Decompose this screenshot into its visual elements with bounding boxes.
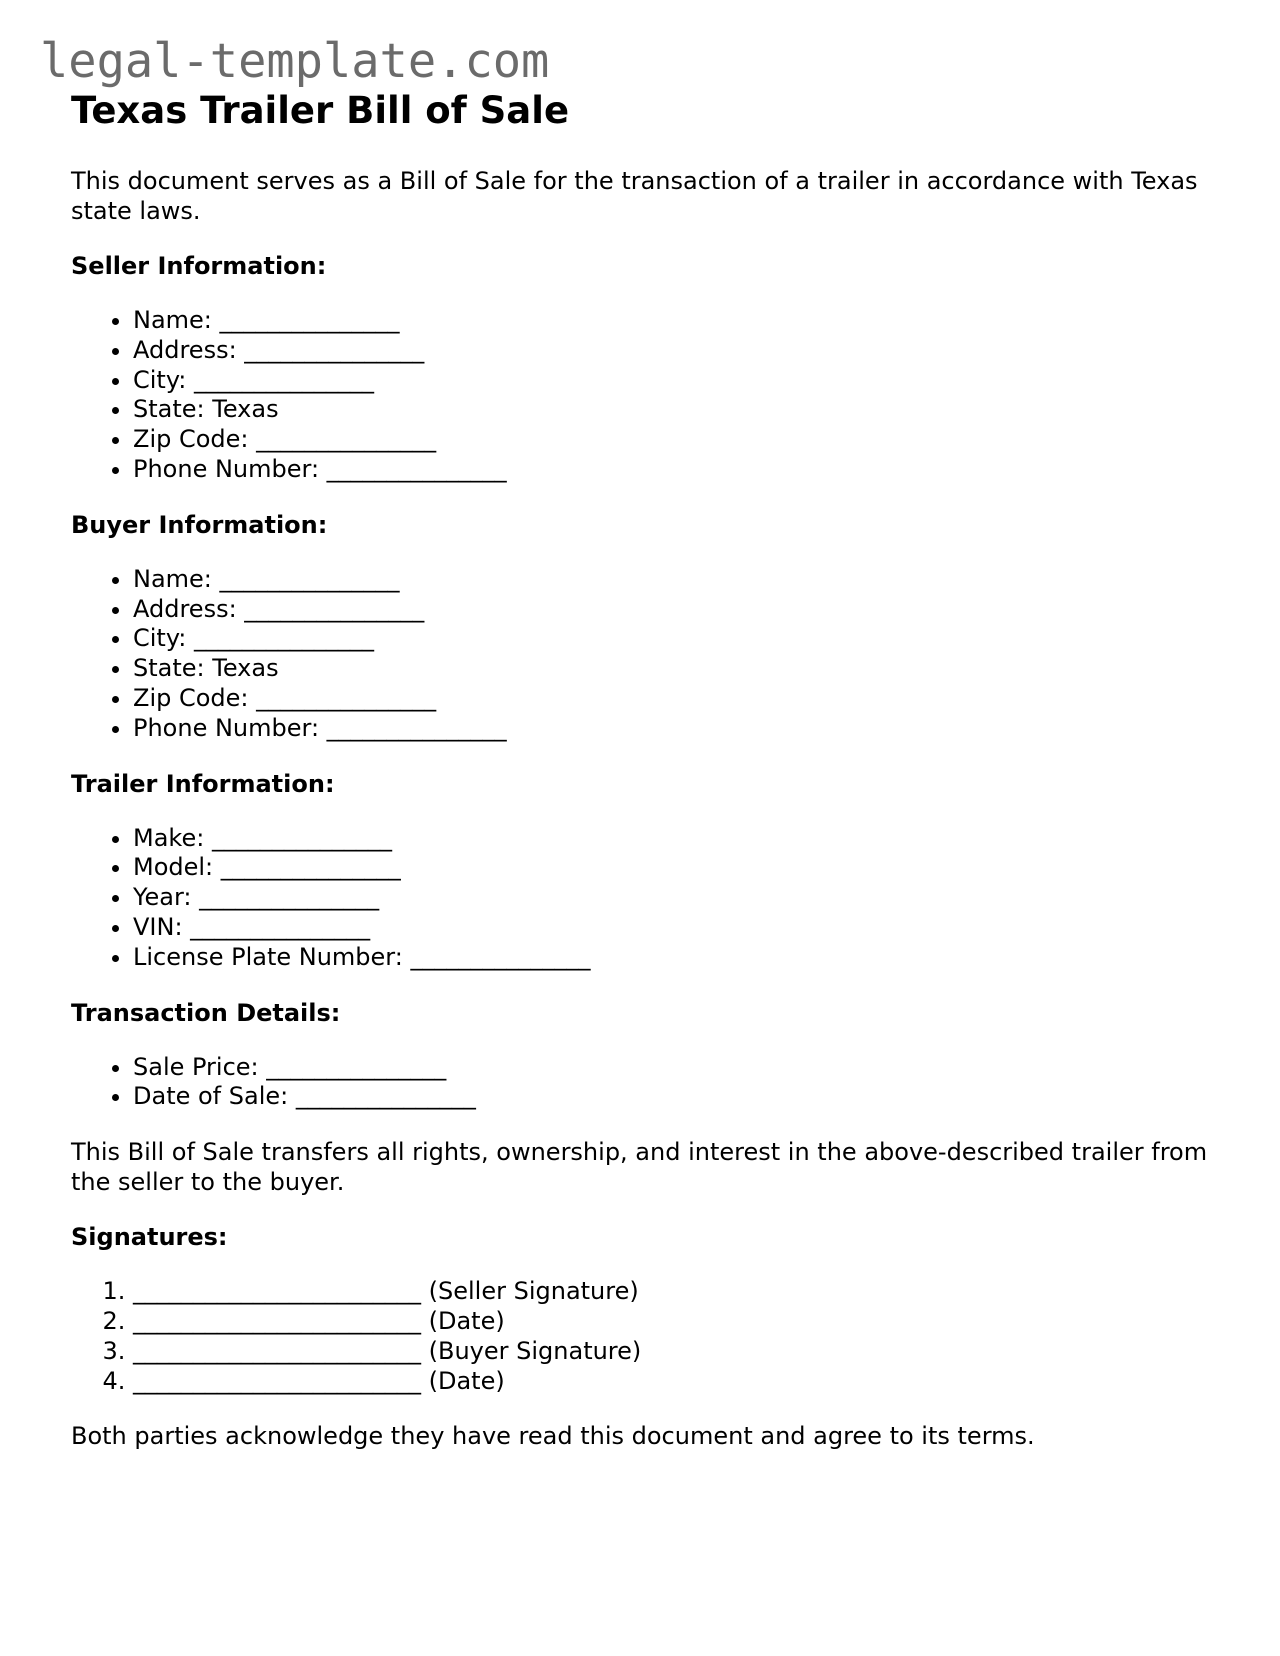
- seller-state-field: • State: Texas: [133, 395, 1221, 425]
- trailer-heading: Trailer Information:: [71, 769, 335, 798]
- closing-paragraph: Both parties acknowledge they have read this document and agree to its terms.: [71, 1422, 1035, 1451]
- signatures-heading: Signatures:: [71, 1223, 228, 1252]
- buyer-signature-line[interactable]: 3. ________________________ (Buyer Signature): [133, 1337, 1221, 1367]
- buyer-phone-field[interactable]: • Phone Number: _______________: [133, 714, 1221, 744]
- seller-signature-line[interactable]: 1. ________________________ (Seller Signature): [133, 1277, 1221, 1307]
- page-title: Texas Trailer Bill of Sale: [71, 89, 570, 132]
- trailer-model-field[interactable]: • Model: _______________: [133, 853, 1221, 883]
- buyer-list: [71, 565, 1221, 744]
- seller-heading: Seller Information:: [71, 252, 327, 280]
- sale-date-field[interactable]: • Date of Sale: _______________: [133, 1082, 1221, 1112]
- seller-date-line[interactable]: 2. ________________________ (Date): [133, 1307, 1221, 1337]
- buyer-name-field[interactable]: • Name: _______________: [133, 565, 1221, 595]
- document-body: [71, 86, 1221, 1451]
- seller-address-field[interactable]: • Address: _______________: [133, 336, 1221, 366]
- trailer-make-field[interactable]: • Make: _______________: [133, 824, 1221, 854]
- trailer-year-field[interactable]: • Year: _______________: [133, 883, 1221, 913]
- signatures-list: [71, 1277, 1221, 1396]
- watermark-logo: legal-template.com: [40, 34, 550, 89]
- buyer-address-field[interactable]: • Address: _______________: [133, 595, 1221, 625]
- seller-name-field[interactable]: • Name: _______________: [133, 306, 1221, 336]
- sale-price-field[interactable]: • Sale Price: _______________: [133, 1053, 1221, 1083]
- intro-paragraph: This document serves as a Bill of Sale for the transaction of a trailer in accordance with Texas state laws.: [71, 167, 1198, 225]
- buyer-date-line[interactable]: 4. ________________________ (Date): [133, 1367, 1221, 1397]
- seller-zip-field[interactable]: • Zip Code: _______________: [133, 425, 1221, 455]
- trailer-plate-field[interactable]: • License Plate Number: _______________: [133, 943, 1221, 973]
- seller-city-field[interactable]: • City: _______________: [133, 366, 1221, 396]
- seller-list: [71, 306, 1221, 485]
- buyer-city-field[interactable]: • City: _______________: [133, 624, 1221, 654]
- trailer-vin-field[interactable]: • VIN: _______________: [133, 913, 1221, 943]
- trailer-list: [71, 824, 1221, 973]
- buyer-heading: Buyer Information:: [71, 510, 328, 539]
- seller-phone-field[interactable]: • Phone Number: _______________: [133, 455, 1221, 485]
- transfer-paragraph: This Bill of Sale transfers all rights, ownership, and interest in the above-described trailer from the seller to the buyer.: [71, 1138, 1208, 1197]
- transaction-list: [71, 1053, 1221, 1113]
- buyer-state-field: • State: Texas: [133, 654, 1221, 684]
- buyer-zip-field[interactable]: • Zip Code: _______________: [133, 684, 1221, 714]
- transaction-heading: Transaction Details:: [71, 998, 341, 1027]
